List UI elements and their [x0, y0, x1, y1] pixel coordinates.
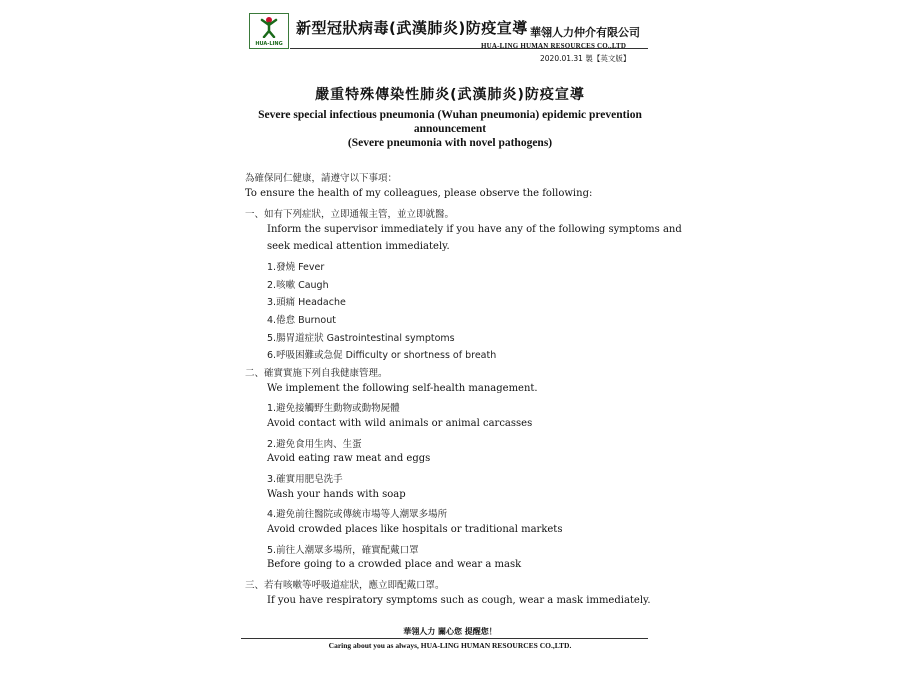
- header-divider: [290, 48, 648, 49]
- header-title: 新型冠狀病毒(武漢肺炎)防疫宣導: [296, 19, 528, 37]
- section-1-heading-cn: 一、如有下列症狀，立即通報主管，並立即就醫。: [245, 209, 455, 220]
- measure-2-en: Avoid eating raw meat and eggs: [267, 453, 431, 464]
- symptom-item: 4.倦怠 Burnout: [267, 315, 336, 326]
- measure-4-en: Avoid crowded places like hospitals or traditional markets: [267, 524, 563, 535]
- main-title-en: [245, 108, 655, 150]
- section-3-text-en: If you have respiratory symptoms such as cough, wear a mask immediately.: [267, 595, 651, 606]
- section-2-heading-cn: 二、確實實施下列自我健康管理。: [245, 368, 388, 379]
- symptom-item: 1.發燒 Fever: [267, 262, 325, 273]
- footer-divider: [241, 638, 648, 639]
- section-1-text-en-a: Inform the supervisor immediately if you have any of the following symptoms and: [267, 224, 682, 235]
- company-name-en: HUA-LING HUMAN RESOURCES CO.,LTD: [481, 42, 627, 50]
- measure-1-cn: 1.避免接觸野生動物或動物屍體: [267, 403, 400, 414]
- symptom-item: 6.呼吸困難或急促 Difficulty or shortness of breath: [267, 350, 497, 361]
- document-date: 2020.01.31 製【英文版】: [540, 54, 631, 63]
- symptom-item: 5.腸胃道症狀 Gastrointestinal symptoms: [267, 333, 455, 344]
- title-en-line-2: announcement: [413, 123, 487, 135]
- measure-2-cn: 2.避免食用生肉、生蛋: [267, 439, 362, 450]
- intro-cn: 為確保同仁健康，請遵守以下事項：: [245, 173, 398, 184]
- measure-5-cn: 5.前往人潮眾多場所，確實配戴口罩: [267, 545, 419, 556]
- main-title-cn: 嚴重特殊傳染性肺炎(武漢肺炎)防疫宣導: [315, 87, 585, 103]
- footer-slogan-en: Caring about you as always, HUA-LING HUMAN RESOURCES CO.,LTD.: [328, 641, 572, 650]
- company-name-cn: 華翎人力仲介有限公司: [530, 26, 640, 39]
- symptom-item: 3.頭痛 Headache: [267, 297, 346, 308]
- section-1-text-en-b: seek medical attention immediately.: [267, 241, 450, 252]
- logo-text: HUA-LING: [255, 41, 283, 47]
- person-logo-icon: [254, 16, 284, 38]
- title-en-line-1: Severe special infectious pneumonia (Wuhan pneumonia) epidemic prevention: [258, 109, 642, 121]
- intro-en: To ensure the health of my colleagues, please observe the following:: [245, 188, 593, 199]
- footer-slogan-cn: 華翎人力 關心您 提醒您！: [403, 627, 497, 636]
- measure-1-en: Avoid contact with wild animals or animal carcasses: [267, 418, 533, 429]
- company-logo: [249, 13, 289, 49]
- symptom-item: 2.咳嗽 Caugh: [267, 280, 329, 291]
- measure-4-cn: 4.避免前往醫院或傳統市場等人潮眾多場所: [267, 509, 448, 520]
- measure-5-en: Before going to a crowded place and wear a mask: [267, 559, 522, 570]
- section-2-text-en: We implement the following self-health management.: [267, 383, 538, 394]
- section-3-heading-cn: 三、若有咳嗽等呼吸道症狀，應立即配戴口罩。: [245, 580, 445, 591]
- measure-3-en: Wash your hands with soap: [267, 489, 406, 500]
- title-en-line-3: (Severe pneumonia with novel pathogens): [347, 137, 553, 149]
- measure-3-cn: 3.確實用肥皂洗手: [267, 474, 343, 485]
